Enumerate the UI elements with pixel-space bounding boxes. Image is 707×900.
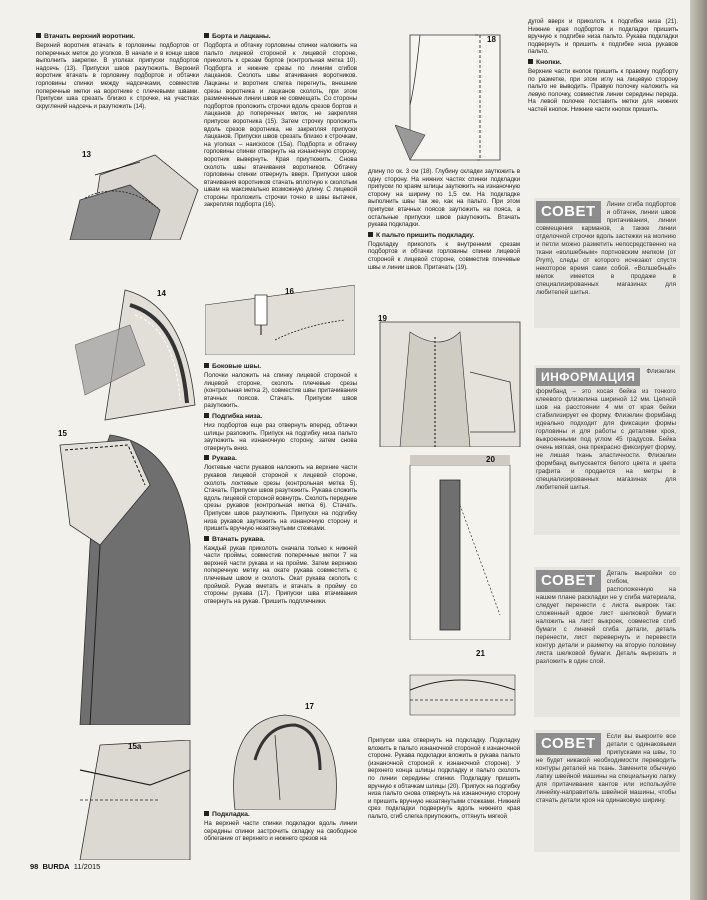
issue-number: 11/2015 (73, 862, 101, 871)
text-hem: Низ подбортов еще раз отвернуть вперед, обтачки шлицы разложить. Припуск на подгибку низа пальто заутюжить на изнаночную сторону, затем снова отвернуть вниз. (204, 421, 357, 452)
info-box-formband (534, 365, 680, 535)
tip-text: Линии сгиба подбортов и обтачек, линии швов притачивания, линии совмещения карманов, а также линии отделочной строчки вдоль застежки на молнию и петли можно разметить непосредственно на ткани «волшебным» портновским мелком (от Prym), следы от которого исчезают спустя некоторое время сами собой. «Волшебный» мелок имеется в продаже в специализированных магазинах для любителей шитья. (536, 201, 676, 296)
figure-13 (60, 150, 200, 240)
figure-20 (400, 455, 520, 640)
tip-box-allowance (534, 730, 680, 852)
heading-side-seams: Боковые швы. (204, 363, 357, 371)
figure-number: 17 (305, 702, 314, 711)
page-footer (30, 862, 100, 871)
tip-text: Если вы выкроите все детали с одинаковыми припусками на швы, то не будет никакой необходимости переводить контуры деталей на ткань. Замените обычную лапку швейной машины на специальную лапку для притачивания кантов или используйте линейку-направитель швейной машины, чтобы стачать детали кроя на одинаковую ширину. (536, 733, 676, 804)
binding-spine (690, 0, 707, 900)
figure-number: 14 (157, 289, 166, 298)
figure-number: 21 (476, 649, 485, 658)
tip-title: СОВЕТ (536, 733, 601, 755)
tip-text: Деталь выкройки со сгибом, расположенную на нашем плане раскладки не у сгиба материала, следует перенести с листа выкроек так: сложенный вдвое лист шелковой бумаги наложить на лист выкроек, совместив сгиб бумаги с линией сгиба детали, деталь перенести, лист перевернуть и перевести контур детали и разметку на вторую половину листа шелковой бумаги. Деталь вырезать и разложить в один слой. (536, 570, 676, 665)
figure-number: 15a (128, 742, 142, 751)
heading-attach-lining: К пальто пришить подкладку. (368, 232, 520, 240)
column-2c (204, 808, 357, 845)
info-text: Флизелин формбанд – это косая бейка из тонкого клеевого флизелина шириной 12 мм. Цепной шов на расстоянии 4 мм от края бейки стабилизирует ее форму. Флизелин формбанд идеально подходит для фиксации формы горловины и для работы с деталями кроя, выкроенными под углом 45 градусов. Бейка очень мягкая, она прекрасно фиксирует форму, не лишая ткань эластичности. Флизелин формбанд выпускается белого цвета и цвета графита и продается на метры в специализированных магазинах для любителей шитья. (536, 368, 676, 491)
figure-21 (400, 645, 520, 720)
figure-number: 16 (285, 287, 294, 296)
text-sleeves: Локтевые части рукавов наложить на верхние части рукавов лицевой стороной к лицевой стороне, сколоть локтевые срезы (контрольная метка 5). Стачать. Припуски швов разутюжить. Рукава сложить вдоль лицевой стороной вовнутрь. Сколоть передние срезы рукавов (контрольная метка 6). Стачать. Припуски швов разутюжить. Припуски на подгибку низа рукавов заутюжить на изнаночную сторону и пришить вручную незатянутыми стежками. (204, 464, 357, 533)
text-lapels: Подборта и обтачку горловины спинки наложить на пальто лицевой стороной к лицевой стороне, приколоть к срезам бортов (контрольная метка 10). Подборта и нижние срезы по линиям сгибов лацканов. Сколоть швы втачивания воротников. Лацканы и воротник слегка перегнуть, внешние срезы воротника и лацканов сколоть, при этом размеченные линии швов не совмещать. Со стороны подбортов проложить строчки вдоль срезов бортов и лацканов до поперечных меток, не закрепляя припуски воротника (15). Затем строчку проложить вдоль срезов воротника, не закрепляя припуски лацканов. Припуски швов срезать близко к строчкам, на уголках – наискосок (15а). Подборта и обтачку горловины спинки отвернуть на изнаночную сторону, воротник вывернуть. Края приутюжить. Снова сколоть швы втачивания воротников. Обтачку горловины спинки отвернуть вверх. Припуски швов втачивания воротников стачать вплотную к сколотым швам на максимально возможную длину. С лицевой стороны проложить строчки точно в швы вытачек, закрепляя подборта (16). (204, 42, 357, 209)
text-side-seams: Полочки наложить на спинку лицевой стороной к лицевой стороне, сколоть плечевые срезы (контрольная метка 2), совместив швы притачивания втачных поясов. Стачать. Припуски швов разутюжить. (204, 372, 357, 410)
page-number: 98 (30, 862, 39, 871)
text-attach-lining: Подкладку приколоть к внутренним срезам подбортов и обтачки горловины спинки лицевой стороной к лицевой стороне, совместив плечевые швы и линии швов. Притачать (19). (368, 240, 520, 271)
tip-title: СОВЕТ (536, 201, 601, 223)
text-lining-cont: длину по ок. 3 см (18). Глубину складки заутюжить в одну сторону. На нижних частях спинки подкладки припуски по краям шлицы заутюжить на изнаночную сторону на ширину по 1,5 см. На подкладке выполнить швы так же, как на пальто. При этом припуски втачных поясов заутюжить на пояса, а остальные припуски швов разутюжить. Втачать рукава подкладки. (368, 168, 520, 229)
figure-number: 19 (378, 314, 387, 323)
figure-number: 20 (486, 455, 495, 464)
column-1 (36, 30, 199, 112)
figure-15 (40, 425, 200, 725)
text-lining-hem: дугой вверх и приколоть к подгибке низа (21). Нижние края подбортов и подкладки пришить вручную к подгибке низа пальто. Рукава подкладки подвернуть и пришить к подгибке низа рукавов пальто. (528, 18, 678, 56)
figure-number: 18 (487, 35, 496, 44)
tip-box-fold (534, 567, 680, 717)
figure-16 (205, 285, 355, 355)
text-snaps: Верхние части кнопок пришить к правому подборту по разметке, при этом иглу на лицевую сторону пальто не выводить. Правую полочку наложить на левую полочку, совместив линии середины переда. На левой полочке поставить метки для нижних частей кнопок. Нижние части кнопок пришить. (528, 67, 678, 113)
brand-name: BURDA (42, 862, 70, 871)
text-lining-finish: Припуски шва отвернуть на подкладку. Подкладку вложить в пальто изнаночной стороной к изнаночной стороне. Рукава подкладки вложить в рукава пальто (изнаночной стороной к изнаночной стороне). У верхнего конца шлицы подкладку и пальто сколоть по линии середины спинки. Подкладку пришить вручную к обтачкам шлицы (20). Припуск на подгибку низа пальто снова отвернуть на изнаночную сторону и пришить вручную незатянутыми стежками. Нижний срез подкладки подвернуть вдоль нижнего края пальто, сгиб слегка приутюжить, оттянуть мягкой (368, 737, 520, 820)
figure-15a (40, 740, 200, 860)
text-lining: На верхней части спинки подкладки вдоль линии середины спинки застрочить складку на свободное облегание от верхнего и нижнего срезов на (204, 820, 357, 843)
heading-snaps: Кнопки. (528, 59, 678, 67)
heading-lining: Подкладка. (204, 811, 357, 819)
column-2b (204, 360, 357, 607)
heading-lapels: Борта и лацканы. (204, 33, 357, 41)
heading-set-sleeves: Втачать рукава. (204, 536, 357, 544)
column-3 (368, 168, 520, 273)
figure-number: 13 (82, 150, 91, 159)
figure-number: 15 (58, 429, 67, 438)
heading-sleeves: Рукава. (204, 455, 357, 463)
column-3b (368, 737, 520, 823)
figure-14 (75, 285, 200, 425)
column-4 (528, 18, 678, 116)
tip-box-chalk (534, 198, 680, 328)
heading-hem: Подгибка низа. (204, 413, 357, 421)
info-title: ИНФОРМАЦИЯ (536, 368, 640, 386)
tip-title: СОВЕТ (536, 570, 601, 592)
text-collar: Верхний воротник втачать в горловины подбортов от поперечных меток до уголков. В начале и в конце швов выполнить закрепки. В уголках припуски подбортов надсечь (13). Припуски швов разутюжить. Верхний воротник втачать в горловину подбортов и обтачки горловины спинки между надсечками, совместив поперечные метки на воротнике с плечевыми швами. Припуски шва срезать близко к строчке, на участках скруглений надсечь и разутюжить (14). (36, 42, 199, 110)
heading-collar: Втачать верхний воротник. (36, 33, 199, 41)
column-2 (204, 30, 357, 211)
figure-19 (370, 312, 525, 447)
text-set-sleeves: Каждый рукав приколоть сначала только к нижней части проймы, совместив поперечные метки 7 на верхней части рукава и на пройме. Затем верхнюю поперечную метку на окате рукава совместить с плечевым швом и сколоть. Окат рукава сколоть с проймой. Рукав вметать и втачать в пройму со стороны рукава (17). Припуски шва втачивания отвернуть на рукав. Пришить подплечники. (204, 544, 357, 605)
figure-18 (395, 25, 520, 165)
figure-17 (205, 700, 355, 810)
